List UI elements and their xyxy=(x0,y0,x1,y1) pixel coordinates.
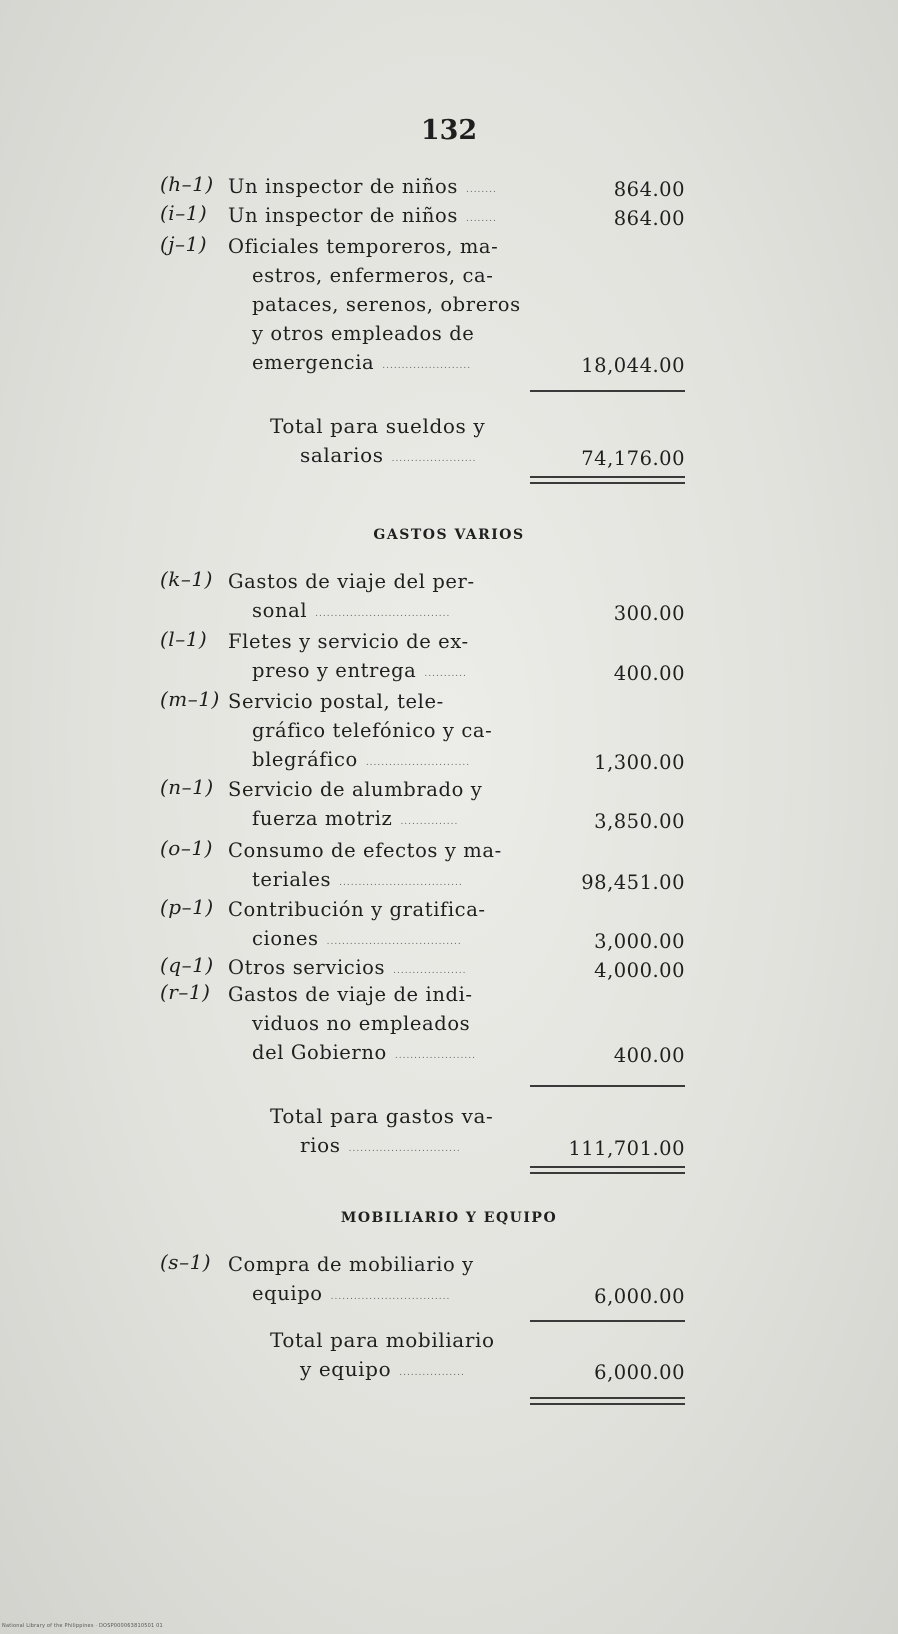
entry-text: fuerza motriz xyxy=(252,807,393,830)
entry-text: Gastos de viaje de indi- xyxy=(228,983,473,1006)
entry-q1: (q–1) Otros servicios ................... 4,000.00 xyxy=(160,953,685,982)
entry-amount: 864.00 xyxy=(613,178,685,201)
entry-code: (o–1) xyxy=(160,836,213,860)
entry-code: (k–1) xyxy=(160,567,213,591)
entry-h1: (h–1) Un inspector de niños ........ 864.00 xyxy=(160,172,685,201)
entry-code: (s–1) xyxy=(160,1250,212,1274)
entry-amount: 1,300.00 xyxy=(594,751,685,774)
page-number: 132 xyxy=(420,115,478,146)
entry-text: Compra de mobiliario y xyxy=(228,1253,474,1276)
section-heading-gastos-varios: GASTOS VARIOS xyxy=(373,527,525,543)
entry-text: Otros servicios xyxy=(228,956,386,979)
entry-amount: 400.00 xyxy=(613,662,685,685)
entry-n1: (n–1) Servicio de alumbrado y fuerza motriz ............... 3,850.00 xyxy=(160,775,685,833)
total-double-rule xyxy=(530,1166,685,1174)
total-text: y equipo xyxy=(300,1357,392,1381)
total-double-rule xyxy=(530,1397,685,1405)
entry-text: Fletes y servicio de ex- xyxy=(228,630,469,653)
entry-text: y otros empleados de xyxy=(252,322,475,345)
entry-amount: 864.00 xyxy=(613,207,685,230)
entry-text: emergencia xyxy=(252,351,375,374)
total-text: Total para mobiliario xyxy=(270,1328,495,1352)
entry-text: sonal xyxy=(252,599,308,622)
entry-text: viduos no empleados xyxy=(252,1012,471,1035)
entry-text: del Gobierno xyxy=(252,1041,387,1064)
entry-amount: 4,000.00 xyxy=(594,959,685,982)
entry-m1: (m–1) Servicio postal, tele- gráfico telefónico y ca- blegráfico ........................... 1,300.00 xyxy=(160,687,685,774)
entry-o1: (o–1) Consumo de efectos y ma- teriales ................................ 98,451.00 xyxy=(160,836,685,894)
entry-amount: 18,044.00 xyxy=(581,354,685,377)
entry-text: Contribución y gratifica- xyxy=(228,898,486,921)
entry-text: Servicio de alumbrado y xyxy=(228,778,483,801)
entry-code: (n–1) xyxy=(160,775,214,799)
entry-code: (r–1) xyxy=(160,980,211,1004)
entry-text: Gastos de viaje del per- xyxy=(228,570,475,593)
entry-p1: (p–1) Contribución y gratifica- ciones ................................... 3,000.00 xyxy=(160,895,685,953)
entry-r1: (r–1) Gastos de viaje de indi- viduos no empleados del Gobierno ..................... 400.00 xyxy=(160,980,685,1067)
entry-code: (m–1) xyxy=(160,687,220,711)
total-text: salarios xyxy=(300,443,384,467)
scan-footer: National Library of the Philippines · DOSP000063810501 01 xyxy=(2,1623,163,1629)
entry-code: (i–1) xyxy=(160,201,208,225)
entry-j1: (j–1) Oficiales temporeros, ma- estros, enfermeros, ca- pataces, serenos, obreros y otros empleados de emergencia ....................... 18,044.00 xyxy=(160,232,685,377)
entry-text: Un inspector de niños xyxy=(228,204,458,227)
entry-i1: (i–1) Un inspector de niños ........ 864.00 xyxy=(160,201,685,230)
entry-code: (j–1) xyxy=(160,232,208,256)
entry-code: (l–1) xyxy=(160,627,208,651)
total-amount: 6,000.00 xyxy=(594,1361,685,1384)
entry-text: teriales xyxy=(252,868,332,891)
total-text: Total para gastos va- xyxy=(270,1104,494,1128)
entry-s1: (s–1) Compra de mobiliario y equipo ............................... 6,000.00 xyxy=(160,1250,685,1308)
entry-k1: (k–1) Gastos de viaje del per- sonal ................................... 300.00 xyxy=(160,567,685,625)
entry-l1: (l–1) Fletes y servicio de ex- preso y entrega ........... 400.00 xyxy=(160,627,685,685)
total-amount: 74,176.00 xyxy=(581,447,685,470)
entry-amount: 300.00 xyxy=(613,602,685,625)
total-salaries: Total para sueldos y salarios ...................... 74,176.00 xyxy=(270,414,685,470)
total-mobiliario: Total para mobiliario y equipo ................. 6,000.00 xyxy=(270,1328,685,1384)
entry-text: estros, enfermeros, ca- xyxy=(252,264,494,287)
entry-text: Servicio postal, tele- xyxy=(228,690,444,713)
entry-amount: 3,850.00 xyxy=(594,810,685,833)
entry-amount: 3,000.00 xyxy=(594,930,685,953)
entry-text: gráfico telefónico y ca- xyxy=(252,719,493,742)
total-gastos-varios: Total para gastos va- rios ............................. 111,701.00 xyxy=(270,1104,685,1160)
entry-text: preso y entrega xyxy=(252,659,417,682)
entry-amount: 400.00 xyxy=(613,1044,685,1067)
entry-amount: 98,451.00 xyxy=(581,871,685,894)
total-double-rule xyxy=(530,476,685,484)
entry-text: equipo xyxy=(252,1282,323,1305)
subtotal-rule xyxy=(530,390,685,392)
entry-text: Un inspector de niños xyxy=(228,175,458,198)
entry-text: blegráfico xyxy=(252,748,358,771)
subtotal-rule xyxy=(530,1085,685,1087)
entry-text: ciones xyxy=(252,927,319,950)
subtotal-rule xyxy=(530,1320,685,1322)
entry-code: (q–1) xyxy=(160,953,214,977)
total-text: Total para sueldos y xyxy=(270,414,486,438)
entry-code: (p–1) xyxy=(160,895,214,919)
entry-amount: 6,000.00 xyxy=(594,1285,685,1308)
section-heading-mobiliario: MOBILIARIO Y EQUIPO xyxy=(340,1210,558,1226)
entry-text: Oficiales temporeros, ma- xyxy=(228,235,499,258)
entry-text: Consumo de efectos y ma- xyxy=(228,839,502,862)
entry-text: pataces, serenos, obreros xyxy=(252,293,521,316)
total-amount: 111,701.00 xyxy=(568,1137,685,1160)
entry-code: (h–1) xyxy=(160,172,214,196)
total-text: rios xyxy=(300,1133,341,1157)
